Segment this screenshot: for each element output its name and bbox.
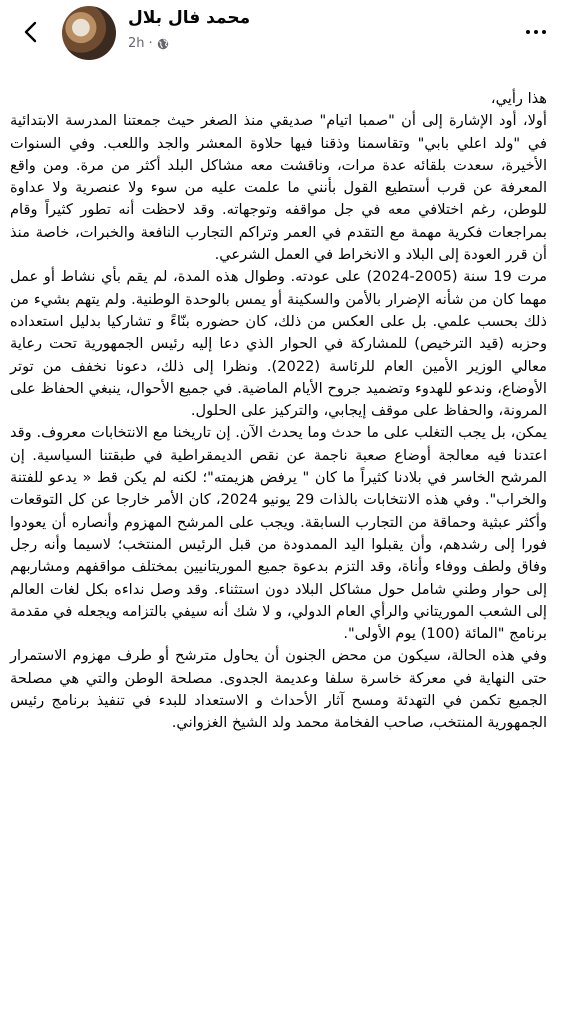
meta-separator: · [148,36,153,51]
more-horizontal-icon [542,30,546,34]
post-paragraph: هذا رأيي، [490,90,547,107]
back-button[interactable] [18,20,42,44]
globe-icon[interactable] [157,38,169,50]
post-paragraph: يمكن، بل يجب التغلب على ما حدث وما يحدث الآن. إن تاريخنا مع الانتخابات معروف. وقد اعتدنا فيه معالجة أوضاع صعبة ناجمة عن نقص الديمقراطية في طبقتنا السياسية. إن المرشح الخاسر في بلادنا كثيراً ما كان " يرفض هزيمته"؛ لكنه لم يكن قط « يدعو للفتنة والخراب". وفي هذه الانتخابات بالذات 29 يونيو 2024، كان الأمر خارجا عن كل التوقعات وأكثر عبثية وحماقة من التجارب السابقة. ويجب على المرشح المهزوم وأنصاره أن يعودوا فورا إلى رشدهم، وأن يقبلوا اليد الممدودة من قبل الرئيس المنتخب؛ لاسيما وأنه رجل وفاق ولطف ووفاء وأناة، وقد التزم بدعوة جميع الموريتانيين بمختلف مواقفهم ومشاربهم إلى حوار وطني شامل حول مشاكل البلاد دون استثناء. وقد وصل نداءه بكل لغات العالم إلى الشعب الموريتاني والرأي العام الدولي، و لا شك أنه سيفي بالتزامه ويجعله في مقدمة برنامج "المائة (100) يوم الأولى". [10,424,547,643]
post-header [0,0,563,66]
chevron-left-icon [23,21,37,43]
post-meta [128,36,169,51]
more-horizontal-icon [534,30,538,34]
post-timestamp[interactable]: 2h [128,36,145,51]
more-horizontal-icon [526,30,530,34]
post-body [0,72,563,735]
author-name[interactable]: محمد فال بلال [128,8,251,28]
post-paragraph: وفي هذه الحالة، سيكون من محض الجنون أن يحاول مترشح أو طرف مهزوم الاستمرار حتى النهاية في معركة خاسرة سلفا وعديمة الجدوى. مصلحة الوطن والتي هي مصلحة الجميع تكمن في التهدئة ومسح آثار الأحداث و الاستعداد للبدء في تنفيذ برنامج رئيس الجمهورية المنتخب، صاحب الفخامة محمد ولد الشيخ الغزواني. [10,647,547,732]
avatar[interactable] [62,6,116,60]
more-options-button[interactable] [519,22,553,42]
post-paragraph: مرت 19 سنة (2005-2024) على عودته. وطوال هذه المدة، لم يقم بأي نشاط أو عمل مهما كان من شأنه الإضرار بالأمن والسكينة أو يمس بالوحدة الوطنية. ولم يتهم بشيء من ذلك بحسب علمي. بل على العكس من ذلك، كان حضوره بنّاءً و تشاركيا بدليل استعداده وحزبه (قيد الترخيص) للمشاركة في الحوار الذي دعا إليه رئيس الجمهورية تحت رعاية معالي الوزير الأمين العام للرئاسة (2022). ونظرا إلى ذلك، دعونا نخفف من توتر الأوضاع، وندعو للهدوء وتضميد جروح الأيام الماضية. في جميع الأحوال، ينبغي الحفاظ على المرونة، والحفاظ على موقف إيجابي، والتركيز على الحلول. [10,268,547,420]
post-paragraph: أولا، أود الإشارة إلى أن "صمبا اتيام" صديقي منذ الصغر حيث جمعتنا المدرسة الابتدائية في "ولد اعلي بابي" وتقاسمنا وذقنا فيها حلاوة المعشر والجد واللعب. وفي السنوات الأخيرة، سعدت بلقائه عدة مرات، وناقشت معه مشاكل البلد أكثر من مرة. ومن واقع المعرفة عن قرب أستطيع القول بأنني ما علمت عليه من سوء ولا عنصرية ولا عداوة للوطن، رغم اختلافي معه في جل مواقفه وتوجهاته. وقد لاحظت أنه تطور كثيراً وقام بمراجعات فكرية مهمة مع التقدم في العمر وتراكم التجارب النافعة والخبرات، خاصة منذ أن قرر العودة إلى البلاد و الانخراط في العمل الشرعي. [10,112,547,264]
